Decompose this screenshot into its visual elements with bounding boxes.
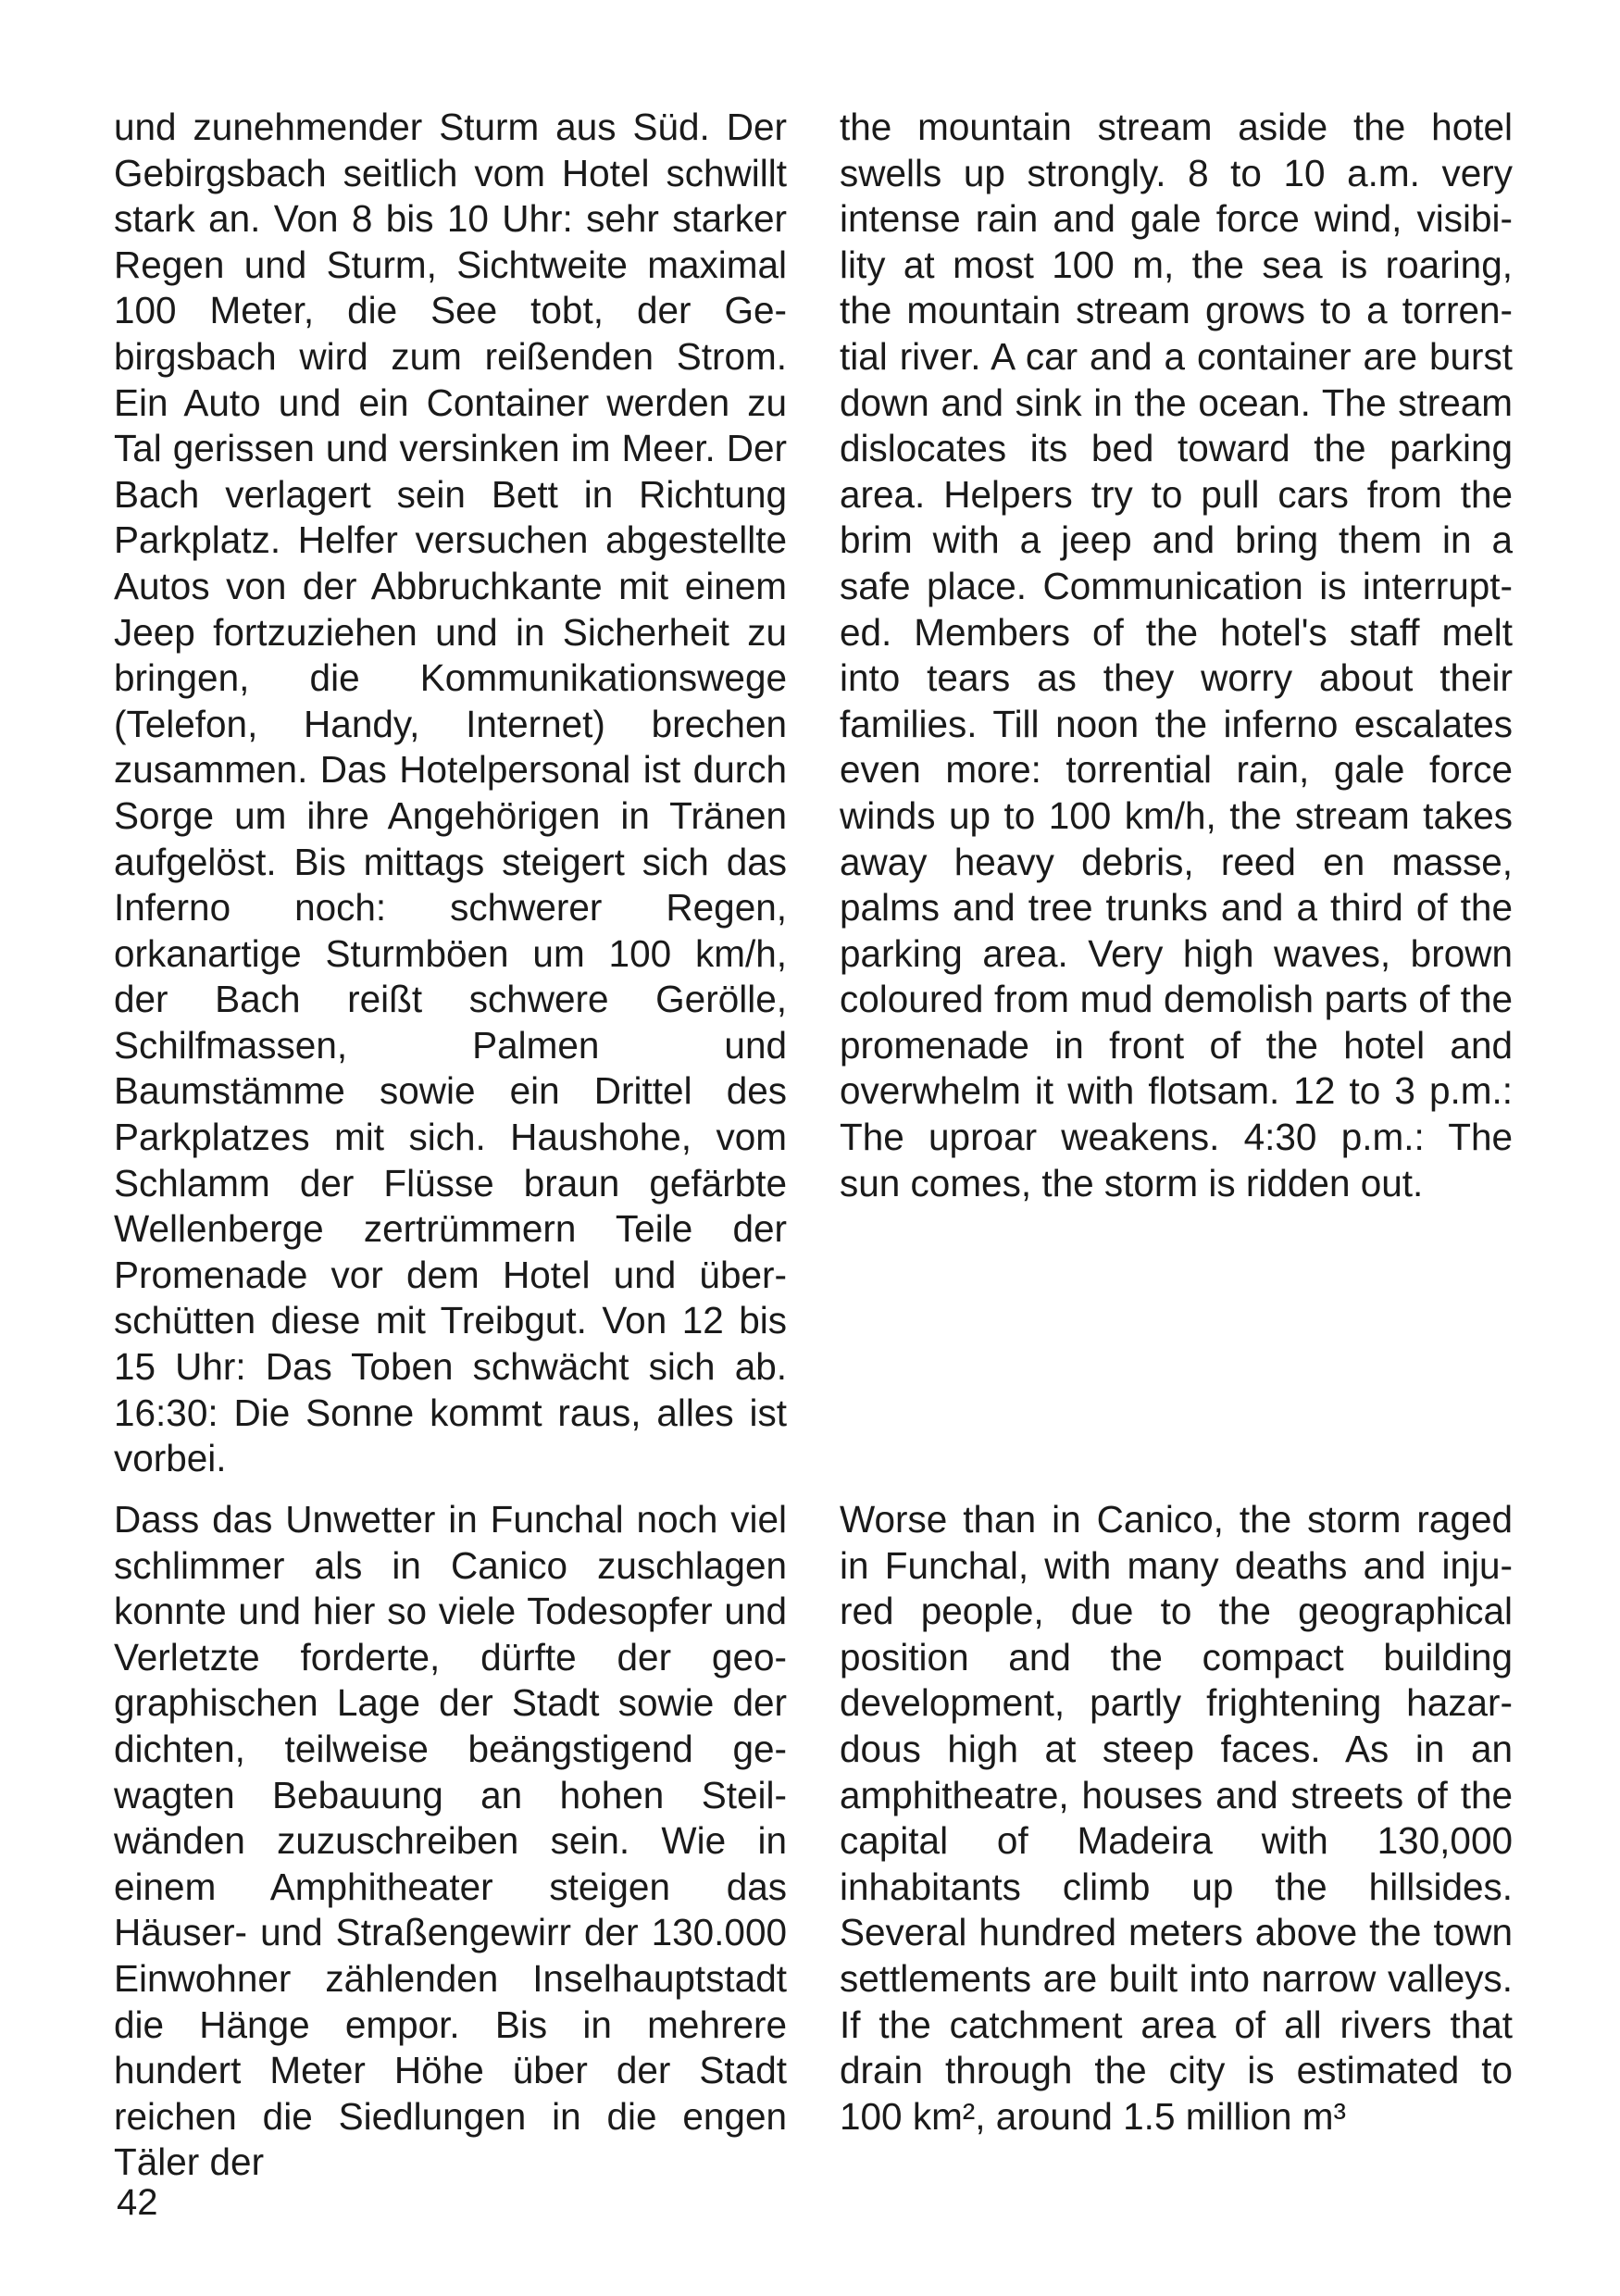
english-text-column-bottom	[840, 1497, 1513, 2140]
german-paragraph: und zunehmender Sturm aus Süd. Der Gebirgsbach seitlich vom Hotel schwillt stark an. Von 8 bis 10 Uhr: sehr starker Regen und Sturm, Sichtweite maximal 100 Meter, die See tobt, der Gebirgsbach wird zum reißenden Strom. Ein Auto und ein Container werden zu Tal gerissen und versinken im Meer. Der Bach verlagert sein Bett in Richtung Parkplatz. Helfer versuchen abgestellte Autos von der Abbruchkante mit einem Jeep fortzuziehen und in Sicherheit zu bringen, die Kommunikationswege (Telefon, Handy, Internet) brechen zusammen. Das Hotelpersonal ist durch Sorge um ihre Angehörigen in Tränen aufgelöst. Bis mittags steigert sich das Inferno noch: schwerer Regen, orkanartige Sturmböen um 100 km/h, der Bach reißt schwere Gerölle, Schilfmassen, Palmen und Baumstämme sowie ein Drittel des Parkplatzes mit sich. Haushohe, vom Schlamm der Flüsse braun gefärbte Wellenberge zertrümmern Teile der Promenade vor dem Hotel und überschütten diese mit Treibgut. Von 12 bis 15 Uhr: Das Toben schwächt sich ab. 16:30: Die Sonne kommt raus, alles ist vorbei.	[114, 106, 787, 1480]
page-number: 42	[117, 2182, 158, 2223]
english-paragraph: Worse than in Canico, the storm raged in Funchal, with many deaths and injured people, due to the geographical position and the compact building development, partly frightening hazardous high at steep faces. As in an amphitheatre, houses and streets of the capital of Madeira with 130,000 inhabitants climb up the hillsides. Several hundred meters above the town settlements are built into narrow valleys. If the catchment area of all rivers that drain through the city is estimated to 100 km², around 1.5 million m³	[840, 1498, 1513, 2138]
english-paragraph: the mountain stream aside the hotel swells up strongly. 8 to 10 a.m. very intense rain and gale force wind, visibility at most 100 m, the sea is roaring, the mountain stream grows to a torrential river. A car and a container are burst down and sink in the ocean. The stream dislocates its bed toward the parking area. Helpers try to pull cars from the brim with a jeep and bring them in a safe place. Communication is interrupted. Members of the hotel's staff melt into tears as they worry about their families. Till noon the inferno escalates even more: torrential rain, gale force winds up to 100 km/h, the stream takes away heavy debris, reed en masse, palms and tree trunks and a third of the parking area. Very high waves, brown coloured from mud demolish parts of the promenade in front of the hotel and overwhelm it with flotsam. 12 to 3 p.m.: The uproar weakens. 4:30 p.m.: The sun comes, the storm is ridden out.	[840, 106, 1513, 1204]
german-paragraph: Dass das Unwetter in Funchal noch viel schlimmer als in Canico zuschlagen konnte und hier so viele Todesopfer und Verletzte forderte, dürfte der geographischen Lage der Stadt sowie der dichten, teilweise beängstigend gewagten Bebauung an hohen Steilwänden zuzuschreiben sein. Wie in einem Amphitheater steigen das Häuser- und Straßengewirr der 130.000 Einwohner zählenden Inselhauptstadt die Hänge empor. Bis in mehrere hundert Meter Höhe über der Stadt reichen die Siedlungen in die engen Täler der	[114, 1498, 787, 2184]
english-text-column-top	[840, 105, 1513, 1206]
german-text-column-bottom	[114, 1497, 787, 2186]
german-text-column-top	[114, 105, 787, 1482]
